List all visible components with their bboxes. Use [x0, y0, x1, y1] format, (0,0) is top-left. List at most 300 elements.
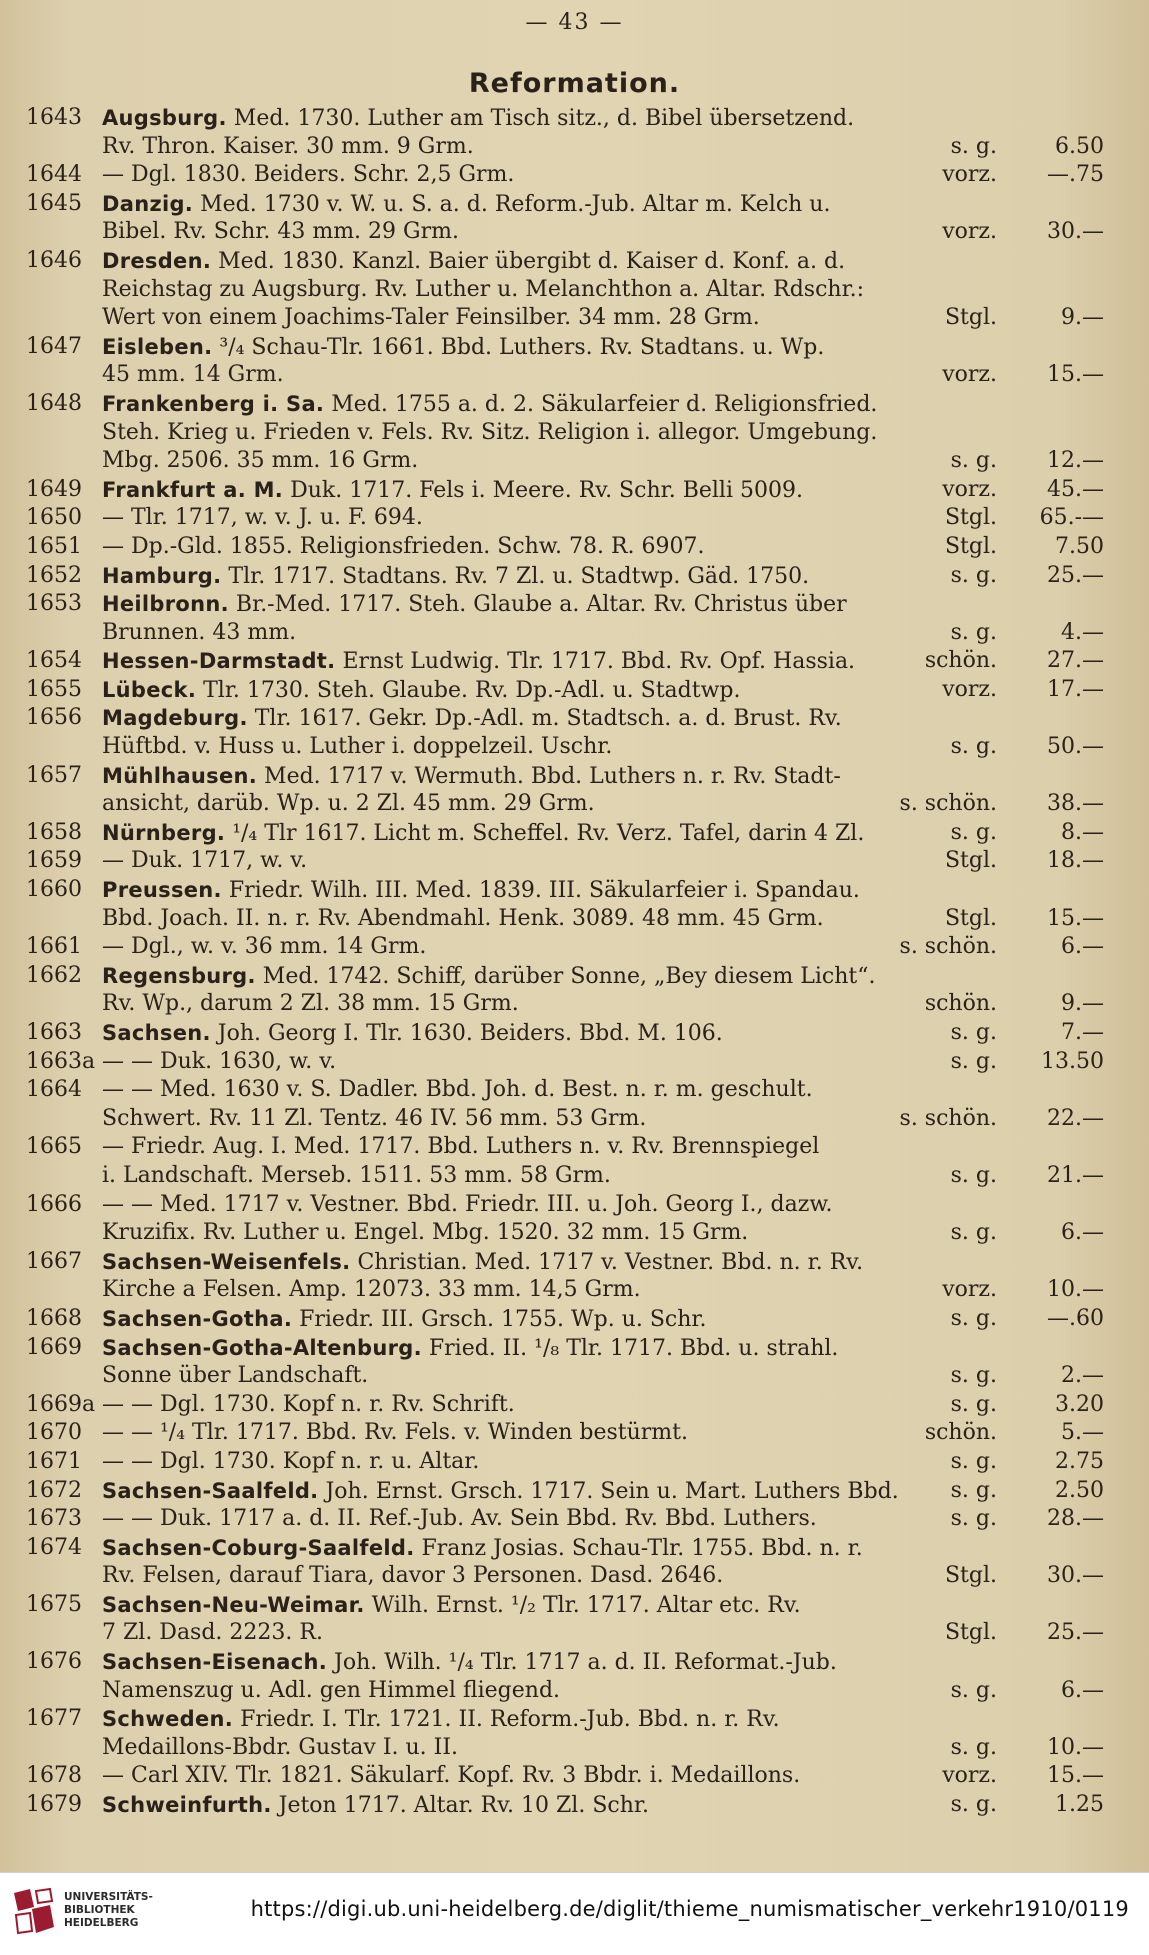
description: Med. 1830. Kanzl. Baier übergibt d. Kaiser d. Konf. a. d.: [218, 248, 846, 274]
description: Rv. Felsen, darauf Tiara, davor 3 Personen. Dasd. 2646.: [102, 1563, 724, 1589]
condition-grade: s. g.: [950, 1162, 997, 1188]
lot-number: 1678: [26, 1763, 82, 1789]
lot-number: 1659: [26, 848, 82, 874]
entry-line: [0, 1677, 1149, 1706]
ub-heidelberg-logo-icon: [10, 1887, 56, 1937]
entry-line: [0, 647, 1149, 676]
entry-text: [102, 1448, 479, 1477]
lot-number: 1662: [26, 962, 82, 988]
page-number-header: — 43 —: [525, 10, 624, 35]
price: 9.—: [1061, 991, 1104, 1017]
entry-line: [0, 847, 1149, 876]
entry-text: [102, 1477, 899, 1507]
description: — Duk. 1717, w. v.: [102, 848, 308, 874]
condition-grade: s. g.: [950, 1448, 997, 1474]
entry-text: [102, 962, 876, 992]
catalog-entry: [0, 247, 1149, 333]
catalog-entry: [0, 1076, 1149, 1133]
place-name: Sachsen-Saalfeld.: [102, 1478, 319, 1503]
entry-text: [102, 1305, 707, 1335]
condition-grade: Stgl.: [944, 1563, 997, 1589]
description: Jeton 1717. Altar. Rv. 10 Zl. Schr.: [278, 1793, 649, 1819]
entry-text: [102, 619, 296, 648]
library-name: [64, 1891, 153, 1930]
description: Tlr. 1617. Gekr. Dp.-Adl. m. Stadtsch. a. d. Brust. Rv.: [254, 706, 842, 732]
entry-line: [0, 333, 1149, 362]
entry-text: [102, 333, 824, 363]
price: 25.—: [1047, 562, 1104, 588]
catalog-entry: [0, 676, 1149, 705]
entry-text: [102, 762, 841, 792]
entry-text: [102, 1105, 646, 1134]
lot-number: 1669: [26, 1334, 82, 1360]
entry-line: [0, 533, 1149, 562]
place-name: Hessen-Darmstadt.: [102, 649, 336, 674]
catalog-entry: [0, 1477, 1149, 1506]
entry-line: [0, 1191, 1149, 1220]
entry-line: [0, 218, 1149, 247]
entry-text: [102, 104, 854, 134]
entry-text: [102, 390, 877, 420]
entry-line: [0, 1019, 1149, 1048]
price: 18.—: [1047, 848, 1104, 874]
lot-number: 1666: [26, 1191, 82, 1217]
entry-line: [0, 1534, 1149, 1563]
lot-number: 1677: [26, 1706, 82, 1732]
description: Schwert. Rv. 11 Zl. Tentz. 46 IV. 56 mm. 53 Grm.: [102, 1105, 647, 1131]
description: 7 Zl. Dasd. 2223. R.: [102, 1620, 323, 1646]
condition-grade: schön.: [924, 1420, 997, 1446]
place-name: Nürnberg.: [102, 820, 226, 845]
price: 15.—: [1047, 1763, 1104, 1789]
entry-line: [0, 1248, 1149, 1277]
description: Med. 1730 v. W. u. S. a. d. Reform.-Jub. Altar m. Kelch u.: [200, 191, 831, 217]
entry-line: [0, 733, 1149, 762]
lot-number: 1645: [26, 190, 82, 216]
entry-text: [102, 1391, 515, 1420]
entry-text: [102, 476, 803, 506]
entry-text: [102, 1648, 837, 1678]
condition-grade: s. g.: [950, 1792, 997, 1818]
lot-number: 1674: [26, 1534, 82, 1560]
price: —.60: [1047, 1305, 1104, 1331]
entry-text: [102, 704, 842, 734]
lot-number: 1658: [26, 819, 82, 845]
price: 1.25: [1055, 1792, 1104, 1818]
entry-line: [0, 1105, 1149, 1134]
condition-grade: Stgl.: [944, 533, 997, 559]
description: Duk. 1717. Fels i. Meere. Rv. Schr. Belli 5009.: [290, 477, 803, 503]
entry-line: [0, 161, 1149, 190]
entry-text: [102, 419, 877, 448]
price: 5.—: [1061, 1420, 1104, 1446]
price: 10.—: [1047, 1277, 1104, 1303]
place-name: Magdeburg.: [102, 706, 248, 731]
description: Rv. Wp., darum 2 Zl. 38 mm. 15 Grm.: [102, 991, 519, 1017]
entry-line: [0, 676, 1149, 705]
description: Wert von einem Joachims-Taler Feinsilber. 34 mm. 28 Grm.: [102, 305, 760, 331]
entry-text: [102, 1734, 458, 1763]
entry-text: [102, 1162, 611, 1191]
description: Kirche a Felsen. Amp. 12073. 33 mm. 14,5 Grm.: [102, 1277, 641, 1303]
lot-number: 1653: [26, 591, 82, 617]
place-name: Sachsen-Eisenach.: [102, 1650, 327, 1675]
price: —.75: [1047, 162, 1104, 188]
entry-text: [102, 361, 284, 390]
entry-line: [0, 762, 1149, 791]
price: 9.—: [1061, 305, 1104, 331]
entry-text: [102, 190, 830, 220]
library-name-line: BIBLIOTHEK: [64, 1904, 135, 1916]
entry-line: [0, 933, 1149, 962]
place-name: Sachsen-Weisenfels.: [102, 1249, 351, 1274]
condition-grade: Stgl.: [944, 305, 997, 331]
entry-text: [102, 990, 519, 1019]
catalog-entry: [0, 1534, 1149, 1591]
price: 15.—: [1047, 362, 1104, 388]
entry-text: [102, 1133, 819, 1162]
description: Fried. II. ¹/₈ Tlr. 1717. Bbd. u. strahl.: [428, 1335, 839, 1361]
place-name: Preussen.: [102, 878, 222, 903]
entry-text: [102, 1591, 801, 1621]
lot-number: 1644: [26, 162, 82, 188]
price: 15.—: [1047, 905, 1104, 931]
price: 30.—: [1047, 219, 1104, 245]
catalog-entry: [0, 1191, 1149, 1248]
catalog-entry: [0, 819, 1149, 848]
catalog-entry: [0, 1305, 1149, 1334]
catalog-entry: [0, 1419, 1149, 1448]
entry-text: [102, 1219, 748, 1248]
lot-number: 1660: [26, 877, 82, 903]
description: — — ¹/₄ Tlr. 1717. Bbd. Rv. Fels. v. Winden bestürmt.: [102, 1420, 688, 1446]
catalog-entry: [0, 333, 1149, 390]
entry-line: [0, 1362, 1149, 1391]
condition-grade: s. g.: [950, 1477, 997, 1503]
place-name: Sachsen-Neu-Weimar.: [102, 1592, 365, 1617]
description: Medaillons-Bbdr. Gustav I. u. II.: [102, 1734, 459, 1760]
entry-text: [102, 1705, 780, 1735]
price: 50.—: [1047, 734, 1104, 760]
description: Reichstag zu Augsburg. Rv. Luther u. Melanchthon a. Altar. Rdschr.:: [102, 276, 865, 302]
entry-line: [0, 447, 1149, 476]
entry-text: [102, 304, 760, 333]
entry-line: [0, 1305, 1149, 1334]
entry-text: [102, 1505, 817, 1534]
entry-line: [0, 562, 1149, 591]
place-name: Schweden.: [102, 1707, 234, 1732]
entry-line: [0, 476, 1149, 505]
description: Joh. Ernst. Grsch. 1717. Sein u. Mart. Luthers Bbd.: [325, 1478, 899, 1504]
condition-grade: s. g.: [950, 734, 997, 760]
entry-text: [102, 562, 809, 592]
place-name: Danzig.: [102, 191, 194, 216]
place-name: Frankfurt a. M.: [102, 477, 284, 502]
entry-text: [102, 133, 474, 162]
entry-text: [102, 905, 824, 934]
description: — — Med. 1717 v. Vestner. Bbd. Friedr. III. u. Joh. Georg I., dazw.: [102, 1191, 833, 1217]
entry-text: [102, 161, 514, 190]
price: 3.20: [1055, 1391, 1104, 1417]
catalog-entry: [0, 590, 1149, 647]
entry-line: [0, 1505, 1149, 1534]
description: — — Med. 1630 v. S. Dadler. Bbd. Joh. d. Best. n. r. m. geschult.: [102, 1077, 813, 1103]
price: 4.—: [1061, 619, 1104, 645]
entry-line: [0, 1591, 1149, 1620]
entry-text: [102, 247, 845, 277]
condition-grade: s. schön.: [899, 791, 997, 817]
entry-text: [102, 647, 855, 677]
catalog-entry: [0, 562, 1149, 591]
price: 7.50: [1055, 533, 1104, 559]
library-name-line: UNIVERSITÄTS-: [64, 1891, 153, 1903]
place-name: Augsburg.: [102, 106, 227, 130]
lot-number: 1655: [26, 676, 82, 702]
condition-grade: s. g.: [950, 1048, 997, 1074]
entry-line: [0, 1334, 1149, 1363]
catalog-entry: [0, 962, 1149, 1019]
entry-text: [102, 1762, 800, 1791]
catalog-entry: [0, 1705, 1149, 1762]
place-name: Heilbronn.: [102, 592, 229, 617]
lot-number: 1669a: [26, 1391, 96, 1417]
entry-line: [0, 419, 1149, 448]
lot-number: 1668: [26, 1305, 82, 1331]
place-name: Schweinfurth.: [102, 1793, 272, 1818]
place-name: Lübeck.: [102, 677, 197, 702]
price: 12.—: [1047, 448, 1104, 474]
price: 22.—: [1047, 1105, 1104, 1131]
catalog-entry: [0, 161, 1149, 190]
catalog-entry: [0, 1648, 1149, 1705]
description: Tlr. 1730. Steh. Glaube. Rv. Dp.-Adl. u. Stadtwp.: [203, 677, 741, 703]
lot-number: 1663a: [26, 1048, 96, 1074]
lot-number: 1661: [26, 934, 82, 960]
condition-grade: vorz.: [942, 162, 997, 188]
lot-number: 1665: [26, 1134, 82, 1160]
entry-text: [102, 1791, 649, 1821]
lot-number: 1664: [26, 1077, 82, 1103]
catalog-entry: [0, 762, 1149, 819]
price: 17.—: [1047, 676, 1104, 702]
lot-number: 1676: [26, 1649, 82, 1675]
description: Friedr. Wilh. III. Med. 1839. III. Säkularfeier i. Spandau.: [228, 878, 860, 904]
lot-number: 1643: [26, 105, 82, 130]
lot-number: 1651: [26, 533, 82, 559]
catalog-entry: [0, 1133, 1149, 1190]
entry-line: [0, 390, 1149, 419]
entry-text: [102, 1276, 641, 1305]
entry-line: [0, 876, 1149, 905]
description: Med. 1717 v. Wermuth. Bbd. Luthers n. r. Rv. Stadt-: [264, 763, 841, 789]
entry-text: [102, 1334, 838, 1364]
description: i. Landschaft. Merseb. 1511. 53 mm. 58 Grm.: [102, 1162, 611, 1188]
lot-number: 1652: [26, 562, 82, 588]
price: 10.—: [1047, 1734, 1104, 1760]
catalog-entry: [0, 504, 1149, 533]
condition-grade: vorz.: [942, 476, 997, 502]
price: 2.50: [1055, 1477, 1104, 1503]
description: 45 mm. 14 Grm.: [102, 362, 284, 388]
catalog-entry: [0, 1248, 1149, 1305]
lot-number: 1648: [26, 390, 82, 416]
description: Joh. Wilh. ¹/₄ Tlr. 1717 a. d. II. Reformat.-Jub.: [334, 1650, 837, 1676]
price: 6.—: [1061, 1220, 1104, 1246]
entry-text: [102, 847, 307, 876]
description: Med. 1755 a. d. 2. Säkularfeier d. Religionsfried.: [331, 391, 878, 417]
description: Med. 1742. Schiff, darüber Sonne, „Bey diesem Licht“.: [262, 963, 876, 989]
condition-grade: s. g.: [950, 1020, 997, 1045]
entry-text: [102, 504, 423, 533]
description: — — Duk. 1630, w. v.: [102, 1048, 337, 1074]
entry-line: [0, 1448, 1149, 1477]
entry-line: [0, 619, 1149, 648]
price: 2.—: [1061, 1363, 1104, 1389]
library-name-line: HEIDELBERG: [64, 1917, 139, 1929]
entry-text: [102, 1248, 863, 1278]
condition-grade: s. g.: [950, 133, 997, 159]
entry-line: [0, 1791, 1149, 1820]
lot-number: 1679: [26, 1792, 82, 1818]
lot-number: 1672: [26, 1477, 82, 1503]
price: 8.—: [1061, 819, 1104, 845]
catalog-entry: [0, 533, 1149, 562]
lot-number: 1675: [26, 1591, 82, 1617]
description: ¹/₄ Tlr 1617. Licht m. Scheffel. Rv. Verz. Tafel, darin 4 Zl.: [232, 820, 865, 846]
price: 6.—: [1061, 934, 1104, 960]
price: 45.—: [1047, 476, 1104, 502]
entry-line: [0, 247, 1149, 276]
entry-text: [102, 819, 864, 849]
entry-text: [102, 790, 595, 819]
catalog-entry: [0, 1391, 1149, 1420]
lot-number: 1670: [26, 1420, 82, 1446]
condition-grade: s. g.: [950, 1220, 997, 1246]
description: — — Dgl. 1730. Kopf n. r. Rv. Schrift.: [102, 1391, 515, 1417]
catalog-entry: [0, 390, 1149, 476]
entry-line: [0, 1133, 1149, 1162]
entry-text: [102, 676, 740, 706]
description: Christian. Med. 1717 v. Vestner. Bbd. n. r. Rv.: [357, 1249, 864, 1275]
entry-line: [0, 962, 1149, 991]
description: Friedr. I. Tlr. 1721. II. Reform.-Jub. Bbd. n. r. Rv.: [240, 1707, 780, 1733]
entry-text: [102, 218, 459, 247]
description: Rv. Thron. Kaiser. 30 mm. 9 Grm.: [102, 133, 474, 159]
description: Franz Josias. Schau-Tlr. 1755. Bbd. n. r.: [421, 1535, 863, 1561]
lot-number: 1667: [26, 1248, 82, 1274]
entry-line: [0, 704, 1149, 733]
catalog-entry: [0, 933, 1149, 962]
entry-line: [0, 190, 1149, 219]
place-name: Hamburg.: [102, 563, 222, 588]
place-name: Dresden.: [102, 248, 212, 273]
condition-grade: Stgl.: [944, 1620, 997, 1646]
entry-line: [0, 276, 1149, 305]
entry-line: [0, 1076, 1149, 1105]
entry-line: [0, 1734, 1149, 1763]
price: 28.—: [1047, 1506, 1104, 1532]
entry-line: [0, 1477, 1149, 1506]
entry-text: [102, 933, 426, 962]
place-name: Mühlhausen.: [102, 763, 258, 788]
lot-number: 1650: [26, 505, 82, 531]
entry-text: [102, 1677, 560, 1706]
catalog-entry: [0, 1762, 1149, 1791]
entry-line: [0, 590, 1149, 619]
condition-grade: schön.: [924, 991, 997, 1017]
entry-line: [0, 1762, 1149, 1791]
entry-text: [102, 733, 612, 762]
entry-line: [0, 790, 1149, 819]
price: 7.—: [1061, 1020, 1104, 1045]
description: Tlr. 1717. Stadtans. Rv. 7 Zl. u. Stadtwp. Gäd. 1750.: [228, 563, 810, 589]
lot-number: 1671: [26, 1448, 82, 1474]
entry-line: [0, 819, 1149, 848]
entry-text: [102, 590, 847, 620]
entry-line: [0, 1391, 1149, 1420]
lot-number: 1663: [26, 1020, 82, 1045]
description: — Dgl., w. v. 36 mm. 14 Grm.: [102, 934, 427, 960]
description: — Friedr. Aug. I. Med. 1717. Bbd. Luthers n. v. Rv. Brennspiegel: [102, 1134, 820, 1160]
lot-number: 1654: [26, 648, 82, 674]
entry-line: [0, 1162, 1149, 1191]
permalink-url[interactable]: https://digi.ub.uni-heidelberg.de/diglit/thieme_numismatischer_verkehr1910/0119: [250, 1897, 1129, 1921]
condition-grade: s. schön.: [899, 934, 997, 960]
condition-grade: s. g.: [950, 1506, 997, 1532]
entry-line: [0, 1419, 1149, 1448]
entry-line: [0, 1562, 1149, 1591]
place-name: Sachsen-Gotha-Altenburg.: [102, 1335, 422, 1360]
condition-grade: s. g.: [950, 1734, 997, 1760]
description: Hüftbd. v. Huss u. Luther i. doppelzeil. Uschr.: [102, 734, 613, 760]
description: — Dgl. 1830. Beiders. Schr. 2,5 Grm.: [102, 162, 515, 188]
condition-grade: vorz.: [942, 1277, 997, 1303]
condition-grade: s. g.: [950, 1305, 997, 1331]
entry-text: [102, 1362, 368, 1391]
catalog-entry: [0, 1048, 1149, 1077]
price: 21.—: [1047, 1162, 1104, 1188]
catalog-entry: [0, 1334, 1149, 1391]
price: 2.75: [1055, 1448, 1104, 1474]
place-name: Sachsen-Gotha.: [102, 1306, 293, 1331]
description: Bibel. Rv. Schr. 43 mm. 29 Grm.: [102, 219, 459, 245]
description: Kruzifix. Rv. Luther u. Engel. Mbg. 1520. 32 mm. 15 Grm.: [102, 1220, 749, 1246]
description: Ernst Ludwig. Tlr. 1717. Bbd. Rv. Opf. Hassia.: [342, 649, 856, 675]
entry-line: [0, 1619, 1149, 1648]
entry-text: [102, 1534, 863, 1564]
condition-grade: Stgl.: [944, 505, 997, 531]
condition-grade: s. g.: [950, 619, 997, 645]
entry-text: [102, 1419, 688, 1448]
catalog-entry: [0, 704, 1149, 761]
catalog-entry: [0, 847, 1149, 876]
condition-grade: vorz.: [942, 219, 997, 245]
condition-grade: s. g.: [950, 1363, 997, 1389]
description: Bbd. Joach. II. n. r. Rv. Abendmahl. Henk. 3089. 48 mm. 45 Grm.: [102, 905, 824, 931]
condition-grade: vorz.: [942, 362, 997, 388]
entry-line: [0, 1048, 1149, 1077]
place-name: Sachsen-Coburg-Saalfeld.: [102, 1535, 415, 1560]
description: — — Duk. 1717 a. d. II. Ref.-Jub. Av. Sein Bbd. Rv. Bbd. Luthers.: [102, 1506, 817, 1532]
place-name: Eisleben.: [102, 334, 213, 359]
price: 65.-—: [1039, 505, 1104, 531]
description: Med. 1730. Luther am Tisch sitz., d. Bibel übersetzend.: [233, 106, 855, 131]
lot-number: 1657: [26, 762, 82, 788]
entry-text: [102, 1191, 833, 1220]
description: Namenszug u. Adl. gen Himmel fliegend.: [102, 1677, 561, 1703]
description: Br.-Med. 1717. Steh. Glaube a. Altar. Rv. Christus über: [235, 592, 847, 618]
place-name: Sachsen.: [102, 1021, 211, 1045]
